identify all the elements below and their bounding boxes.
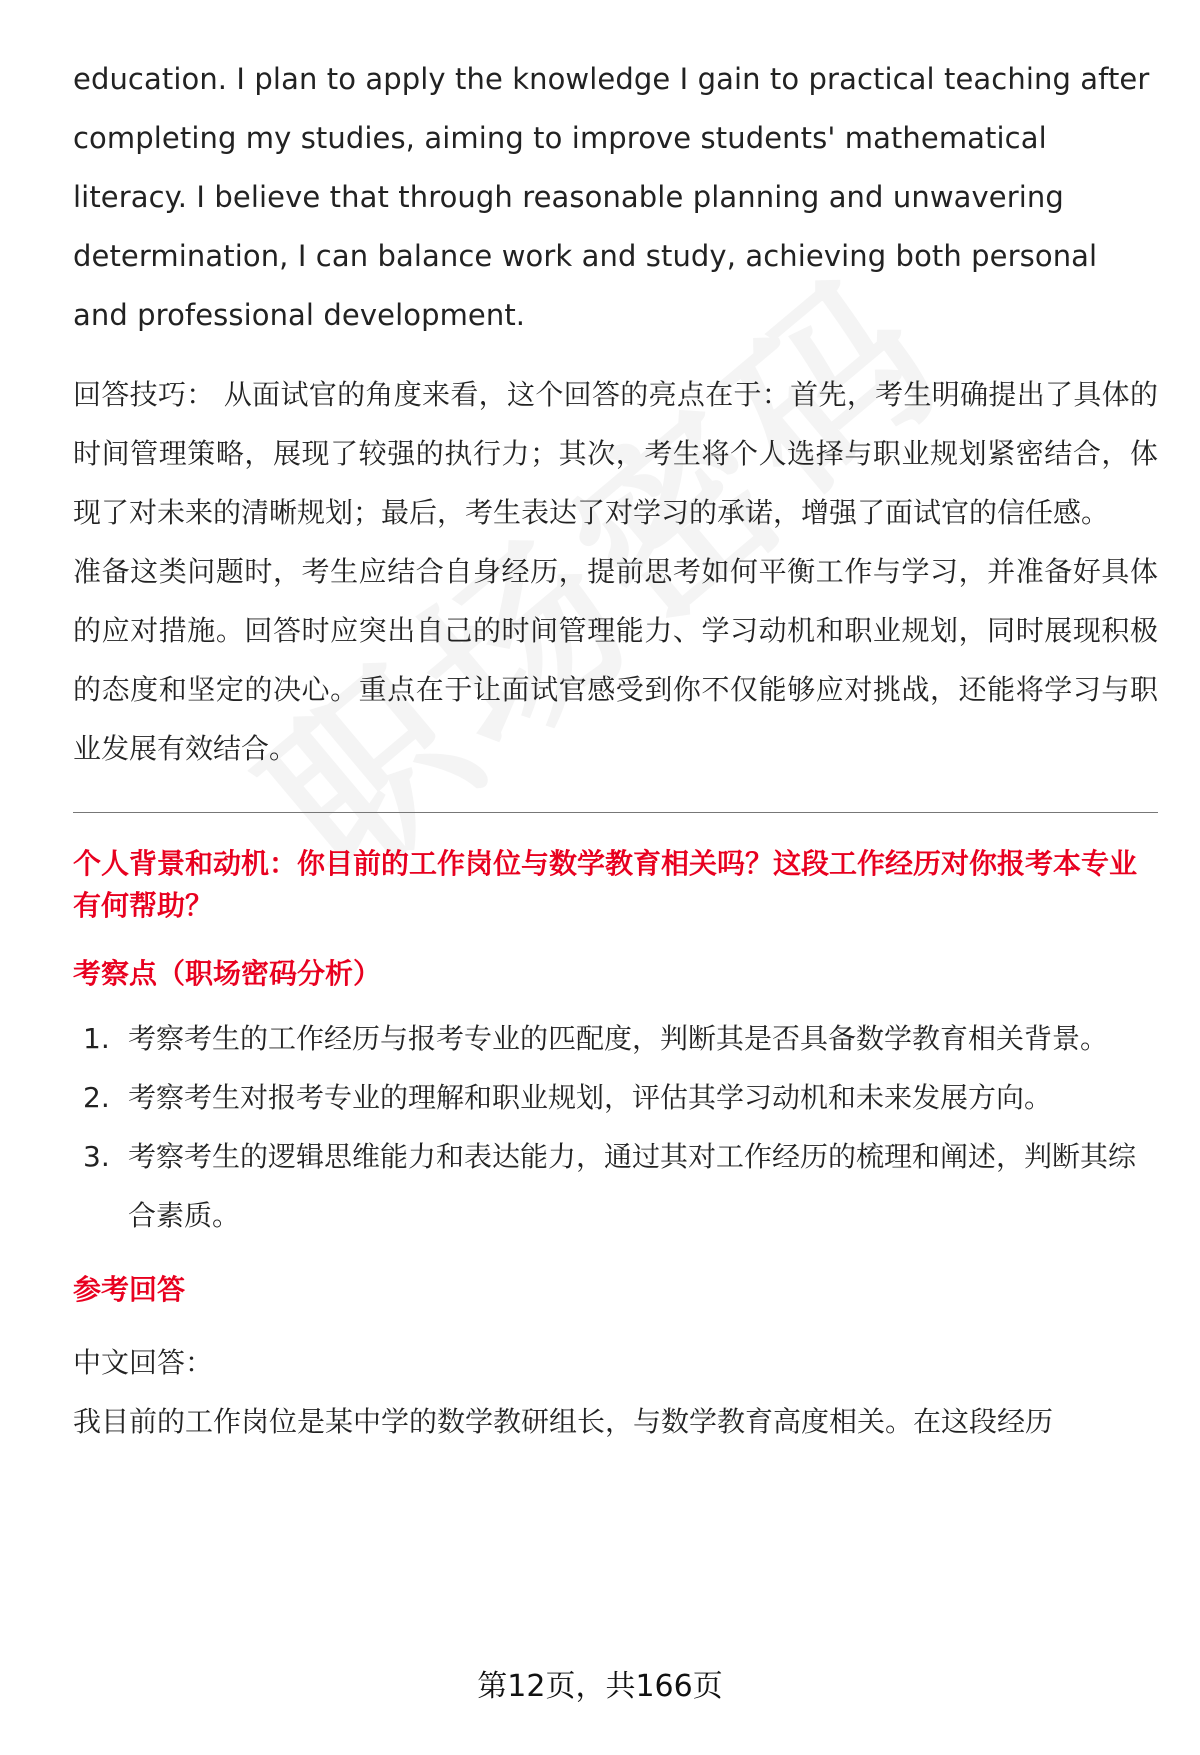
page-content <box>73 50 1158 1451</box>
analysis-list <box>73 1009 1158 1245</box>
list-item <box>73 1009 1158 1068</box>
tips-paragraph-2: 准备这类问题时，考生应结合自身经历，提前思考如何平衡工作与学习，并准备好具体的应对措施。回答时应突出自己的时间管理能力、学习动机和职业规划，同时展现积极的态度和坚定的决心。重点在于让面试官感受到你不仅能够应对挑战，还能将学习与职业发展有效结合。 <box>73 555 1158 765</box>
answer-language-label: 中文回答： <box>73 1346 214 1379</box>
list-item <box>73 1068 1158 1127</box>
answer-text: 我目前的工作岗位是某中学的数学教研组长，与数学教育高度相关。在这段经历 <box>73 1405 1054 1438</box>
list-item-text: 考察考生的逻辑思维能力和表达能力，通过其对工作经历的梳理和阐述，判断其综合素质。 <box>128 1140 1137 1232</box>
intro-paragraph: education. I plan to apply the knowledge I gain to practical teaching after completing my studies, aiming to improve students' mathematical literacy. I believe that through reasonable planning and unwavering determination, I can balance work and study, achieving both personal and professional development. <box>73 62 1150 332</box>
section-divider <box>73 812 1158 813</box>
list-item-number: 2. <box>83 1081 110 1114</box>
list-item-number: 3. <box>83 1140 110 1173</box>
list-item <box>73 1127 1158 1245</box>
reference-answer-heading: 参考回答 <box>73 1273 186 1306</box>
list-item-text: 考察考生对报考专业的理解和职业规划，评估其学习动机和未来发展方向。 <box>128 1081 1053 1114</box>
list-item-text: 考察考生的工作经历与报考专业的匹配度，判断其是否具备数学教育相关背景。 <box>128 1022 1109 1055</box>
question-heading: 个人背景和动机：你目前的工作岗位与数学教育相关吗？这段工作经历对你报考本专业有何帮助？ <box>73 847 1138 922</box>
answer-tips <box>73 365 1158 778</box>
page-indicator: 第12页，共166页 <box>477 1669 723 1704</box>
tips-paragraph-1: 回答技巧： 从面试官的角度来看，这个回答的亮点在于：首先，考生明确提出了具体的时间管理策略，展现了较强的执行力；其次，考生将个人选择与职业规划紧密结合，体现了对未来的清晰规划；最后，考生表达了对学习的承诺，增强了面试官的信任感。 <box>73 378 1158 529</box>
list-item-number: 1. <box>83 1022 110 1055</box>
analysis-heading: 考察点（职场密码分析） <box>73 957 382 990</box>
